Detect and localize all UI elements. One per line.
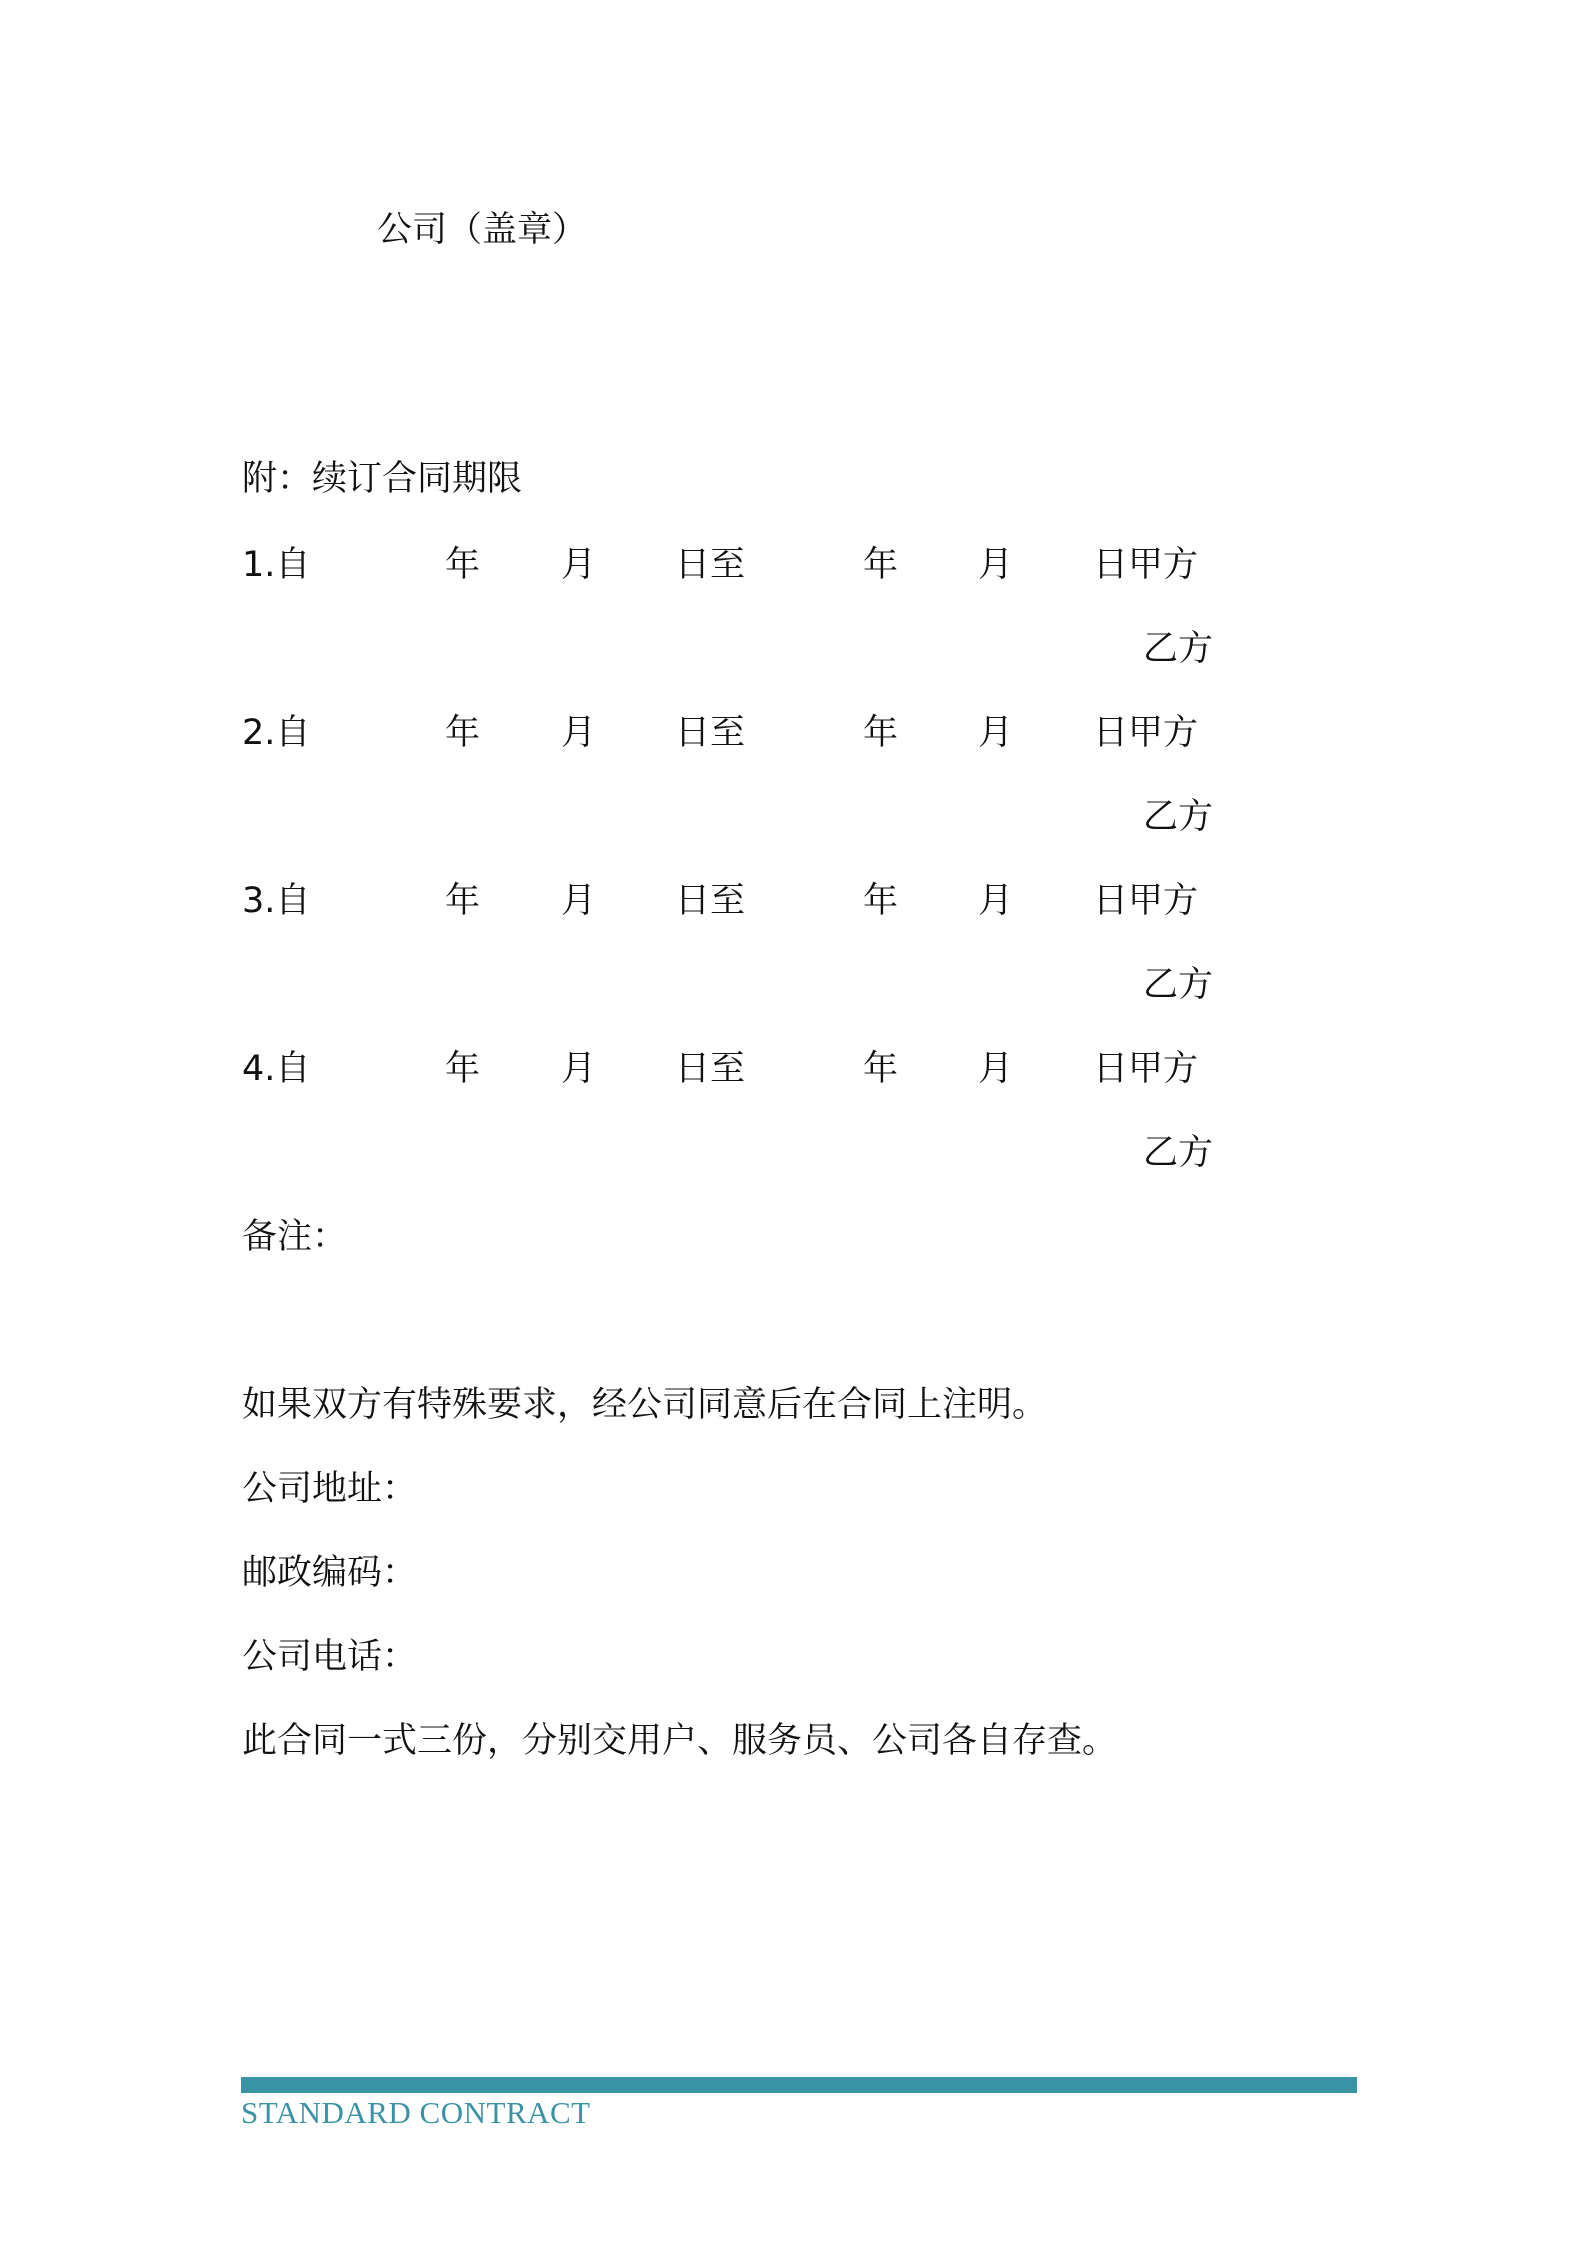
company-phone-label: 公司电话： — [242, 1637, 418, 1677]
start-day-label: 日至 — [675, 713, 746, 753]
start-month-label: 月 — [561, 1049, 597, 1089]
renewal-period-row — [242, 543, 1242, 587]
company-seal-line: 公司（盖章） — [377, 210, 588, 250]
start-year-label: 年 — [445, 545, 481, 585]
footer-label: STANDARD CONTRACT — [241, 2095, 591, 2130]
start-day-label: 日至 — [675, 1049, 746, 1089]
end-month-label: 月 — [978, 1049, 1014, 1089]
start-month-label: 月 — [561, 545, 597, 585]
start-year-label: 年 — [445, 1049, 481, 1089]
end-day-party-a-label: 日甲方 — [1093, 881, 1199, 921]
start-month-label: 月 — [561, 881, 597, 921]
end-day-party-a-label: 日甲方 — [1093, 713, 1199, 753]
period-number: 2.自 — [242, 713, 311, 753]
footer-accent-bar — [241, 2077, 1357, 2093]
end-year-label: 年 — [863, 545, 899, 585]
appendix-title: 附：续订合同期限 — [242, 459, 523, 499]
remarks-label: 备注： — [242, 1217, 348, 1257]
period-number: 4.自 — [242, 1049, 311, 1089]
end-year-label: 年 — [863, 1049, 899, 1089]
end-day-party-a-label: 日甲方 — [1093, 545, 1199, 585]
end-day-party-a-label: 日甲方 — [1093, 1049, 1199, 1089]
company-address-label: 公司地址： — [242, 1469, 418, 1509]
party-b-label: 乙方 — [1143, 1133, 1214, 1173]
party-b-label: 乙方 — [1143, 965, 1214, 1005]
period-number: 1.自 — [242, 545, 311, 585]
start-day-label: 日至 — [675, 881, 746, 921]
period-number: 3.自 — [242, 881, 311, 921]
party-b-label: 乙方 — [1143, 629, 1214, 669]
postal-code-label: 邮政编码： — [242, 1553, 418, 1593]
end-year-label: 年 — [863, 713, 899, 753]
end-year-label: 年 — [863, 881, 899, 921]
copies-note: 此合同一式三份，分别交用户、服务员、公司各自存查。 — [242, 1721, 1118, 1761]
end-month-label: 月 — [978, 881, 1014, 921]
renewal-period-row — [242, 1047, 1242, 1091]
start-day-label: 日至 — [675, 545, 746, 585]
end-month-label: 月 — [978, 545, 1014, 585]
renewal-period-row — [242, 711, 1242, 755]
start-year-label: 年 — [445, 881, 481, 921]
renewal-period-row — [242, 879, 1242, 923]
special-requirements-note: 如果双方有特殊要求，经公司同意后在合同上注明。 — [242, 1385, 1048, 1425]
start-year-label: 年 — [445, 713, 481, 753]
start-month-label: 月 — [561, 713, 597, 753]
end-month-label: 月 — [978, 713, 1014, 753]
party-b-label: 乙方 — [1143, 797, 1214, 837]
